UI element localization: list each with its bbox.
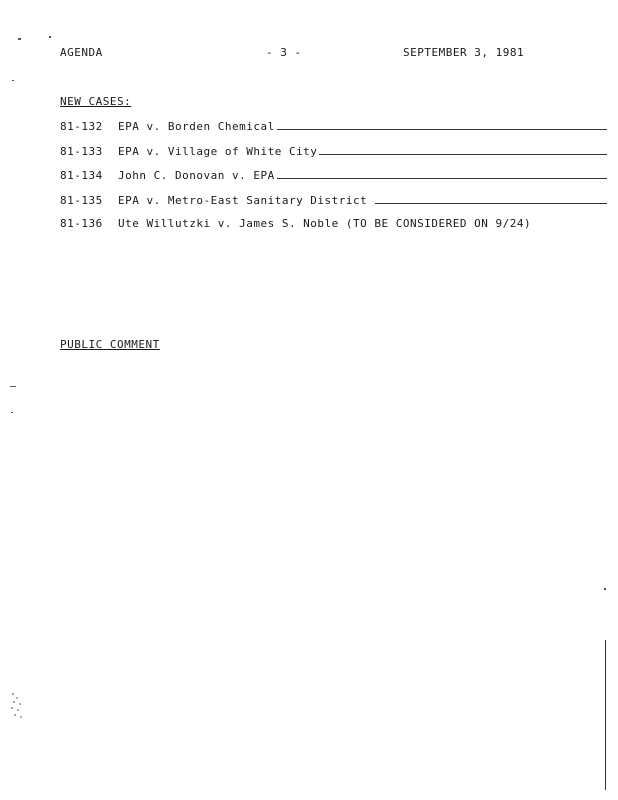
scan-speck (49, 36, 51, 38)
case-number: 81-132 (60, 120, 103, 133)
scan-smudge (8, 690, 26, 720)
header-date: SEPTEMBER 3, 1981 (403, 46, 525, 59)
scan-speck (604, 588, 606, 590)
case-number: 81-135 (60, 194, 103, 207)
case-row (60, 119, 607, 135)
scan-speck (10, 386, 16, 387)
public-comment-heading: PUBLIC COMMENT (60, 338, 160, 351)
scan-speck (18, 38, 21, 40)
case-title: John C. Donovan v. EPA (118, 169, 275, 182)
case-row (60, 168, 607, 184)
case-row (60, 217, 607, 233)
case-row (60, 144, 607, 160)
case-underline (319, 144, 607, 155)
case-title: EPA v. Village of White City (118, 145, 318, 158)
case-title: EPA v. Metro-East Sanitary District (118, 194, 368, 207)
new-cases-heading: NEW CASES: (60, 95, 132, 108)
scan-speck (11, 412, 13, 413)
case-underline (277, 168, 607, 179)
case-number: 81-133 (60, 145, 103, 158)
case-row (60, 193, 607, 209)
scan-edge-line (605, 640, 606, 790)
scan-speck (12, 80, 14, 81)
page-number: - 3 - (266, 46, 302, 59)
case-title: Ute Willutzki v. James S. Noble (TO BE CONSIDERED ON 9/24) (118, 217, 532, 230)
case-underline (277, 119, 607, 130)
header-left: AGENDA (60, 46, 103, 59)
case-number: 81-136 (60, 217, 103, 230)
case-number: 81-134 (60, 169, 103, 182)
case-underline (375, 193, 607, 204)
case-title: EPA v. Borden Chemical (118, 120, 275, 133)
